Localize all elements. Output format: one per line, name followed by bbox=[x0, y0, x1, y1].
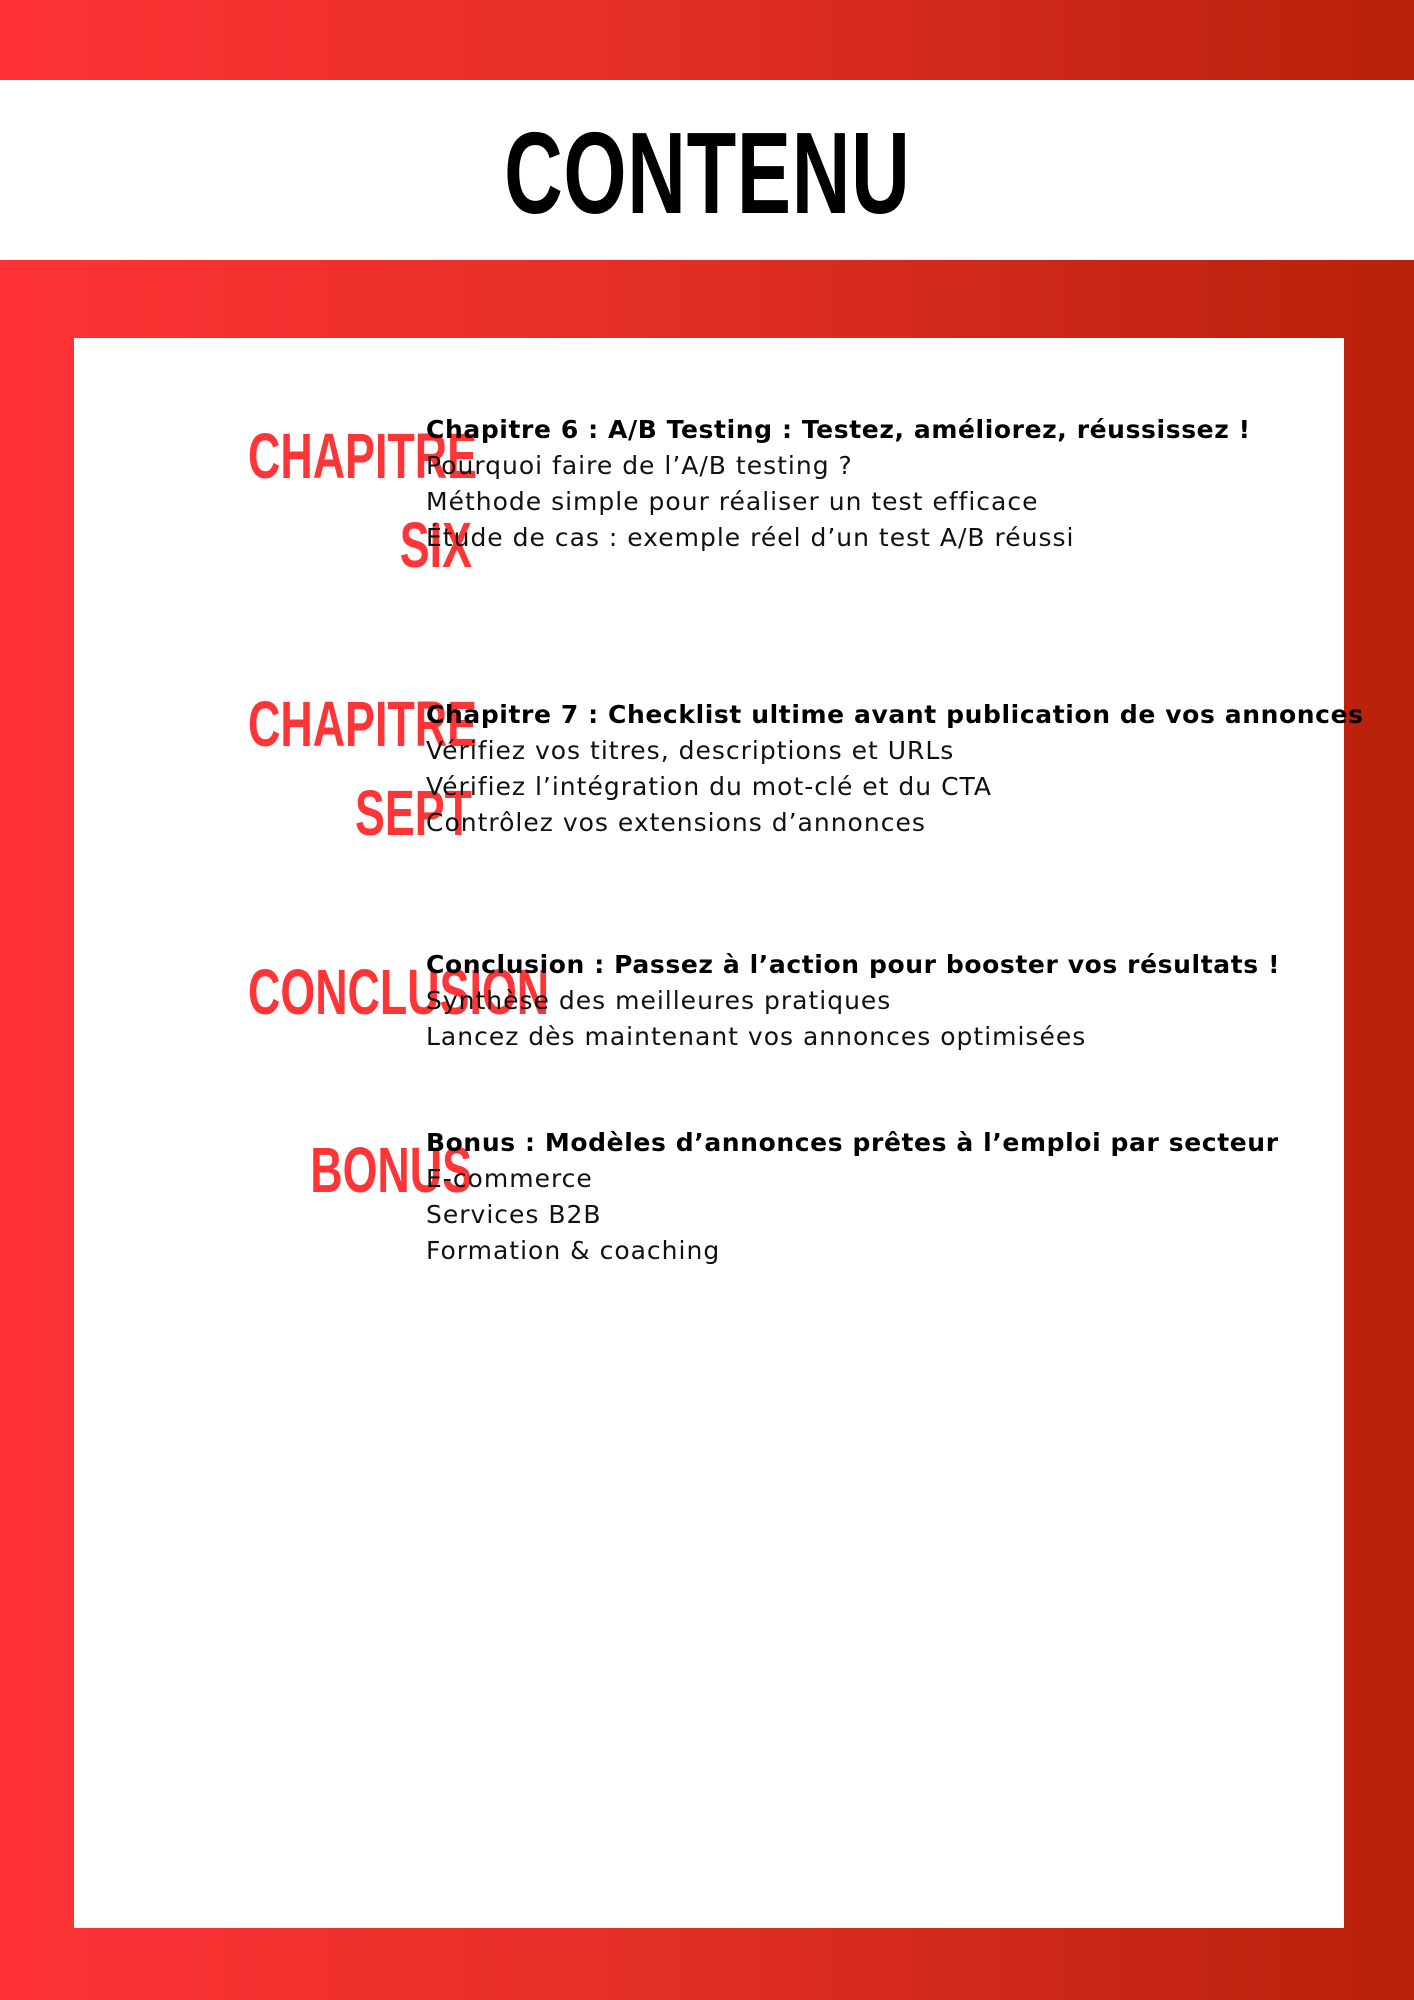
section-heading: Conclusion : Passez à l’action pour booster vos résultats ! bbox=[426, 950, 1281, 979]
section-body bbox=[426, 697, 1364, 841]
section-item: Vérifiez l’intégration du mot-clé et du CTA bbox=[426, 772, 992, 801]
section-item: E-commerce bbox=[426, 1164, 593, 1193]
section-item: Étude de cas : exemple réel d’un test A/B réussi bbox=[426, 523, 1075, 552]
section-label-line: SIX bbox=[399, 509, 472, 581]
section-label-line: BONUS bbox=[310, 1134, 472, 1206]
section-label bbox=[152, 412, 477, 590]
section-label-line: SEPT bbox=[354, 777, 472, 849]
section-body bbox=[426, 412, 1316, 556]
section-item: Contrôlez vos extensions d’annonces bbox=[426, 808, 926, 837]
section-item: Vérifiez vos titres, descriptions et URLs bbox=[426, 736, 955, 765]
section-label-line: CHAPITRE bbox=[248, 688, 477, 760]
section-label-line: CONCLUSION bbox=[248, 956, 550, 1028]
page-title: CONTENU bbox=[503, 108, 911, 238]
section-item: Lancez dès maintenant vos annonces optimisées bbox=[426, 1022, 1087, 1051]
section-heading: Chapitre 7 : Checklist ultime avant publication de vos annonces bbox=[426, 700, 1364, 729]
section-label bbox=[152, 948, 550, 1037]
title-band bbox=[0, 80, 1414, 260]
section-label-line: CHAPITRE bbox=[248, 420, 477, 492]
section-heading: Chapitre 6 : A/B Testing : Testez, améliorez, réussissez ! bbox=[426, 415, 1251, 444]
section-item: Pourquoi faire de l’A/B testing ? bbox=[426, 451, 853, 480]
section-item: Formation & coaching bbox=[426, 1236, 721, 1265]
section-label bbox=[152, 680, 477, 858]
section-item: Méthode simple pour réaliser un test efficace bbox=[426, 487, 1039, 516]
content-panel bbox=[74, 338, 1364, 1928]
section-label bbox=[152, 1126, 472, 1215]
section-item: Synthèse des meilleures pratiques bbox=[426, 986, 892, 1015]
section-item: Services B2B bbox=[426, 1200, 602, 1229]
section-body bbox=[426, 947, 1316, 1055]
section-body bbox=[426, 1125, 1316, 1269]
section-heading: Bonus : Modèles d’annonces prêtes à l’emploi par secteur bbox=[426, 1128, 1279, 1157]
